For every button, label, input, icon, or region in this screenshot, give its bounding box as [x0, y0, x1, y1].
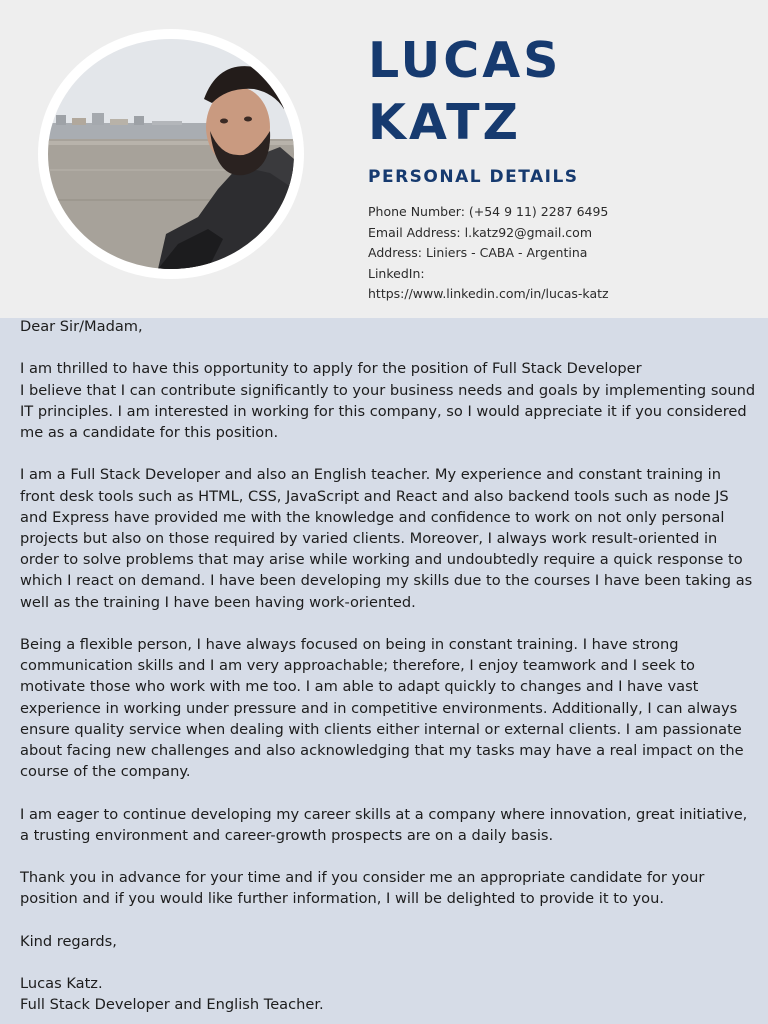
signature — [20, 973, 760, 1015]
signature-name: Lucas Katz. — [20, 975, 103, 993]
postal-address: Address: Liniers - CABA - Argentina — [368, 245, 588, 260]
intro-first-line: I am thrilled to have this opportunity to apply for the position of Full Stack Developer — [20, 360, 642, 378]
candidate-name — [368, 30, 561, 154]
last-name: KATZ — [368, 94, 522, 151]
header — [0, 0, 768, 318]
profile-photo-frame — [38, 29, 304, 279]
greeting: Dear Sir/Madam, — [20, 318, 143, 335]
personal-details-heading: PERSONAL DETAILS — [368, 167, 579, 187]
first-name: LUCAS — [368, 32, 562, 89]
email-address: Email Address: l.katz92@gmail.com — [368, 224, 592, 240]
intro-rest: I believe that I can contribute significantly to your business needs and goals by implementing sound IT principles. I am interested in working for this company, so I would appreciate it if you considered me as a candidate for this position. — [20, 381, 756, 441]
closing: Kind regards, — [20, 932, 117, 950]
paragraph-skills: Being a flexible person, I have always focused on being in constant training. I have strong communication skills and I am very approachable; therefore, I enjoy teamwork and I seek to motivate those who work with me too. I am able to adapt quickly to changes and I have vast experience in working under pressure and in competitive environments. Additionally, I can always ensure quality service when dealing with clients either internal or external clients. I am passionate about facing new challenges and also acknowledging that my tasks may have a real impact on the course of the company. — [20, 636, 744, 781]
signature-title: Full Stack Developer and English Teacher. — [20, 996, 324, 1014]
linkedin-url: https://www.linkedin.com/in/lucas-katz — [368, 286, 609, 301]
personal-details — [368, 202, 748, 305]
paragraph-experience: I am a Full Stack Developer and also an English teacher. My experience and constant training in front desk tools such as HTML, CSS, JavaScript and React and also backend tools such as node JS and Express have provided me with the knowledge and confidence to work on not only personal projects but also on those required by varied clients. Moreover, I always work result-oriented in order to solve problems that may arise while working and undoubtedly require a quick response to which I react on demand. I have been developing my skills due to the courses I have been taking as well as the training I have been having work-oriented. — [20, 466, 753, 611]
paragraph-goals: I am eager to continue developing my career skills at a company where innovation, great initiative, a trusting environment and career-growth prospects are on a daily basis. — [20, 805, 748, 844]
paragraph-intro — [20, 358, 760, 443]
cover-letter-body — [20, 316, 760, 1016]
paragraph-thanks: Thank you in advance for your time and if you consider me an appropriate candidate for your position and if you would like further information, I will be delighted to provide it to you. — [20, 869, 705, 908]
linkedin-label: LinkedIn: — [368, 265, 425, 281]
profile-photo — [48, 39, 294, 269]
phone-number: Phone Number: (+54 9 11) 2287 6495 — [368, 204, 609, 219]
